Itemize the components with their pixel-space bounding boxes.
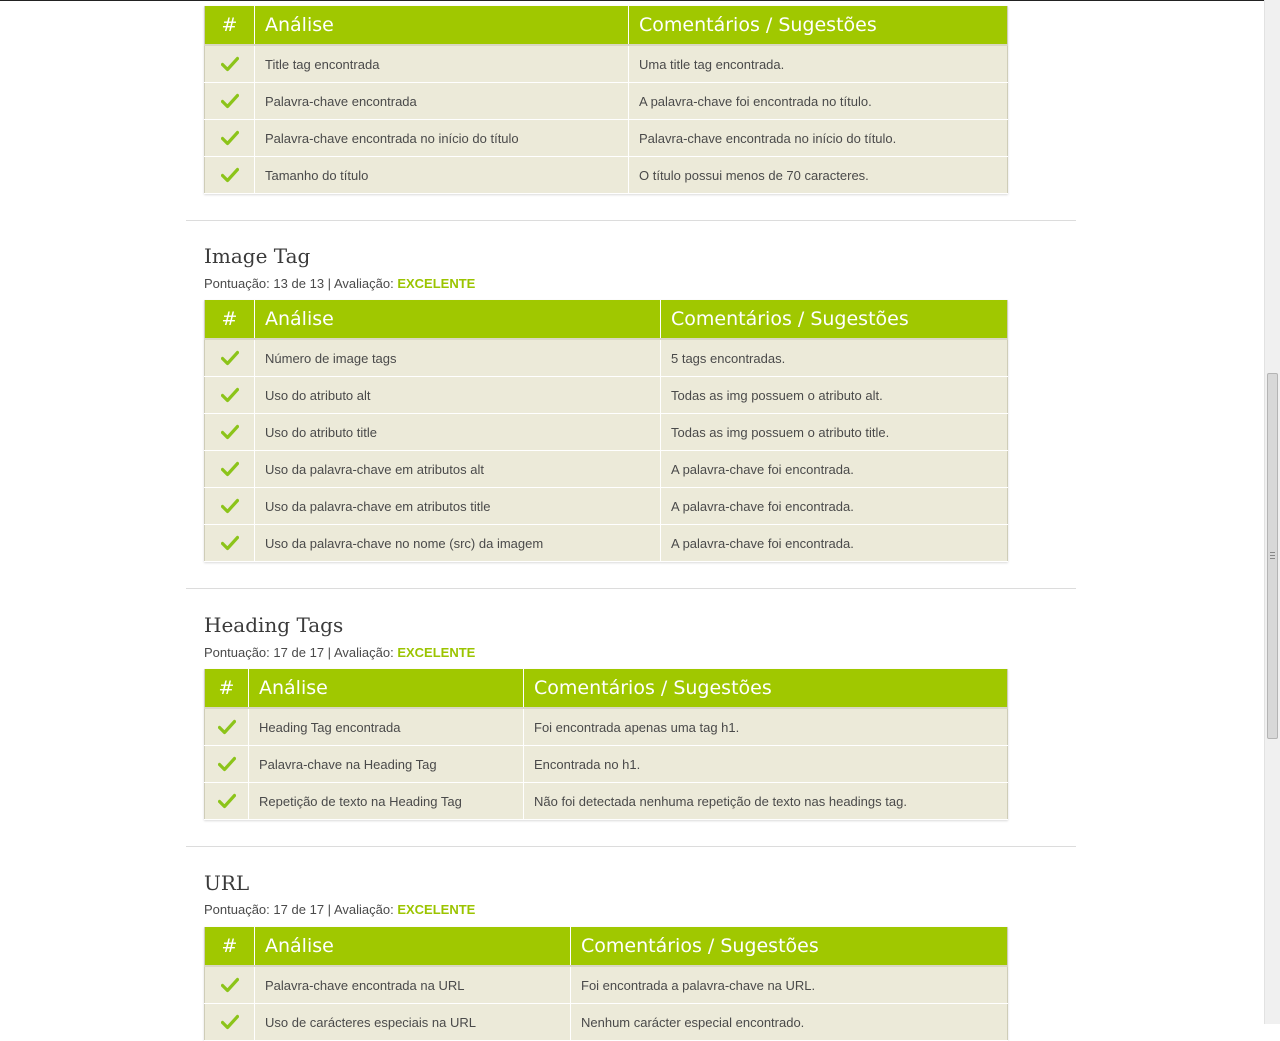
section-score-heading-tags: Pontuação: 17 de 17 | Avaliação: EXCELENTE xyxy=(204,645,476,660)
table-row xyxy=(205,83,1008,120)
section-divider xyxy=(186,846,1076,847)
rating-value: EXCELENTE xyxy=(397,902,476,917)
table-header-row xyxy=(205,300,1008,339)
table-row xyxy=(205,1004,1008,1041)
analysis-cell: Palavra-chave encontrada xyxy=(255,83,629,120)
table-row xyxy=(205,488,1008,525)
comment-cell: Não foi detectada nenhuma repetição de texto nas headings tag. xyxy=(524,783,1008,820)
score-of: de xyxy=(291,902,306,917)
check-icon xyxy=(221,93,239,109)
analysis-cell: Uso de carácteres especiais na URL xyxy=(255,1004,571,1041)
check-icon xyxy=(221,167,239,183)
score-label: Pontuação: xyxy=(204,902,270,917)
section-title-image-tag: Image Tag xyxy=(204,244,311,268)
comment-cell: Todas as img possuem o atributo title. xyxy=(661,414,1008,451)
column-header-analysis: Análise xyxy=(255,6,629,45)
comment-cell: Palavra-chave encontrada no início do título. xyxy=(629,120,1008,157)
scrollbar-grip-line xyxy=(1270,555,1275,556)
title-analysis-table xyxy=(204,6,1008,194)
comment-cell: 5 tags encontradas. xyxy=(661,339,1008,377)
status-cell xyxy=(205,966,255,1004)
section-score-url: Pontuação: 17 de 17 | Avaliação: EXCELENTE xyxy=(204,902,476,917)
analysis-cell: Repetição de texto na Heading Tag xyxy=(249,783,524,820)
comment-cell: Todas as img possuem o atributo alt. xyxy=(661,377,1008,414)
analysis-cell: Palavra-chave encontrada no início do título xyxy=(255,120,629,157)
column-header-comments: Comentários / Sugestões xyxy=(661,300,1008,339)
table-row xyxy=(205,451,1008,488)
analysis-cell: Uso da palavra-chave em atributos alt xyxy=(255,451,661,488)
analysis-cell: Número de image tags xyxy=(255,339,661,377)
section-divider xyxy=(186,588,1076,589)
score-total: 13 xyxy=(309,276,325,291)
column-header-hash: # xyxy=(205,6,255,45)
check-icon xyxy=(221,535,239,551)
status-cell xyxy=(205,120,255,157)
table-row xyxy=(205,377,1008,414)
analysis-cell: Uso da palavra-chave em atributos title xyxy=(255,488,661,525)
comment-cell: Foi encontrada apenas uma tag h1. xyxy=(524,708,1008,746)
check-icon xyxy=(221,424,239,440)
status-cell xyxy=(205,339,255,377)
table-row xyxy=(205,157,1008,194)
column-header-hash: # xyxy=(205,300,255,339)
table-header-row xyxy=(205,927,1008,966)
status-cell xyxy=(205,488,255,525)
column-header-hash: # xyxy=(205,927,255,966)
check-icon xyxy=(221,130,239,146)
score-label: Pontuação: xyxy=(204,645,270,660)
status-cell xyxy=(205,377,255,414)
analysis-cell: Palavra-chave encontrada na URL xyxy=(255,966,571,1004)
rating-value: EXCELENTE xyxy=(397,645,476,660)
status-cell xyxy=(205,746,249,783)
status-cell xyxy=(205,157,255,194)
column-header-analysis: Análise xyxy=(255,927,571,966)
table-row xyxy=(205,414,1008,451)
score-label: Pontuação: xyxy=(204,276,270,291)
rating-label: Avaliação: xyxy=(333,902,394,917)
table-header-row xyxy=(205,6,1008,45)
score-value: 13 xyxy=(273,276,288,291)
image-tag-table xyxy=(204,300,1008,562)
score-value: 17 xyxy=(273,645,288,660)
table-row xyxy=(205,525,1008,562)
column-header-comments: Comentários / Sugestões xyxy=(571,927,1008,966)
score-value: 17 xyxy=(273,902,288,917)
column-header-analysis: Análise xyxy=(249,669,524,708)
status-cell xyxy=(205,83,255,120)
check-icon xyxy=(221,387,239,403)
scrollbar-thumb[interactable] xyxy=(1267,373,1278,739)
table-row xyxy=(205,339,1008,377)
check-icon xyxy=(221,350,239,366)
analysis-cell: Tamanho do título xyxy=(255,157,629,194)
table-row xyxy=(205,708,1008,746)
column-header-comments: Comentários / Sugestões xyxy=(524,669,1008,708)
score-total: 17 xyxy=(309,902,325,917)
section-score-image-tag: Pontuação: 13 de 13 | Avaliação: EXCELENTE xyxy=(204,276,476,291)
comment-cell: Encontrada no h1. xyxy=(524,746,1008,783)
check-icon xyxy=(221,461,239,477)
section-title-heading-tags: Heading Tags xyxy=(204,613,344,637)
table-row xyxy=(205,45,1008,83)
analysis-cell: Uso da palavra-chave no nome (src) da imagem xyxy=(255,525,661,562)
status-cell xyxy=(205,783,249,820)
analysis-cell: Palavra-chave na Heading Tag xyxy=(249,746,524,783)
comment-cell: Uma title tag encontrada. xyxy=(629,45,1008,83)
check-icon xyxy=(221,56,239,72)
analysis-cell: Heading Tag encontrada xyxy=(249,708,524,746)
score-of: de xyxy=(291,645,306,660)
table-row xyxy=(205,120,1008,157)
column-header-analysis: Análise xyxy=(255,300,661,339)
vertical-scrollbar[interactable] xyxy=(1264,0,1280,1024)
status-cell xyxy=(205,45,255,83)
rating-label: Avaliação: xyxy=(333,276,394,291)
comment-cell: A palavra-chave foi encontrada. xyxy=(661,451,1008,488)
status-cell xyxy=(205,414,255,451)
status-cell xyxy=(205,1004,255,1041)
check-icon xyxy=(218,719,236,735)
status-cell xyxy=(205,708,249,746)
comment-cell: O título possui menos de 70 caracteres. xyxy=(629,157,1008,194)
analysis-cell: Title tag encontrada xyxy=(255,45,629,83)
section-divider xyxy=(186,220,1076,221)
score-total: 17 xyxy=(309,645,325,660)
column-header-hash: # xyxy=(205,669,249,708)
comment-cell: Foi encontrada a palavra-chave na URL. xyxy=(571,966,1008,1004)
comment-cell: A palavra-chave foi encontrada no título. xyxy=(629,83,1008,120)
heading-tags-table xyxy=(204,669,1008,820)
check-icon xyxy=(221,977,239,993)
column-header-comments: Comentários / Sugestões xyxy=(629,6,1008,45)
score-of: de xyxy=(291,276,306,291)
check-icon xyxy=(218,756,236,772)
table-row xyxy=(205,966,1008,1004)
scrollbar-grip-line xyxy=(1270,552,1275,553)
comment-cell: A palavra-chave foi encontrada. xyxy=(661,525,1008,562)
table-header-row xyxy=(205,669,1008,708)
scrollbar-grip-line xyxy=(1270,558,1275,559)
analysis-cell: Uso do atributo alt xyxy=(255,377,661,414)
check-icon xyxy=(218,793,236,809)
table-row xyxy=(205,783,1008,820)
comment-cell: Nenhum carácter especial encontrado. xyxy=(571,1004,1008,1041)
rating-label: Avaliação: xyxy=(333,645,394,660)
section-title-url: URL xyxy=(204,871,250,895)
window-top-border xyxy=(0,0,1264,1)
rating-value: EXCELENTE xyxy=(397,276,476,291)
check-icon xyxy=(221,1014,239,1030)
check-icon xyxy=(221,498,239,514)
status-cell xyxy=(205,525,255,562)
table-row xyxy=(205,746,1008,783)
analysis-cell: Uso do atributo title xyxy=(255,414,661,451)
status-cell xyxy=(205,451,255,488)
comment-cell: A palavra-chave foi encontrada. xyxy=(661,488,1008,525)
